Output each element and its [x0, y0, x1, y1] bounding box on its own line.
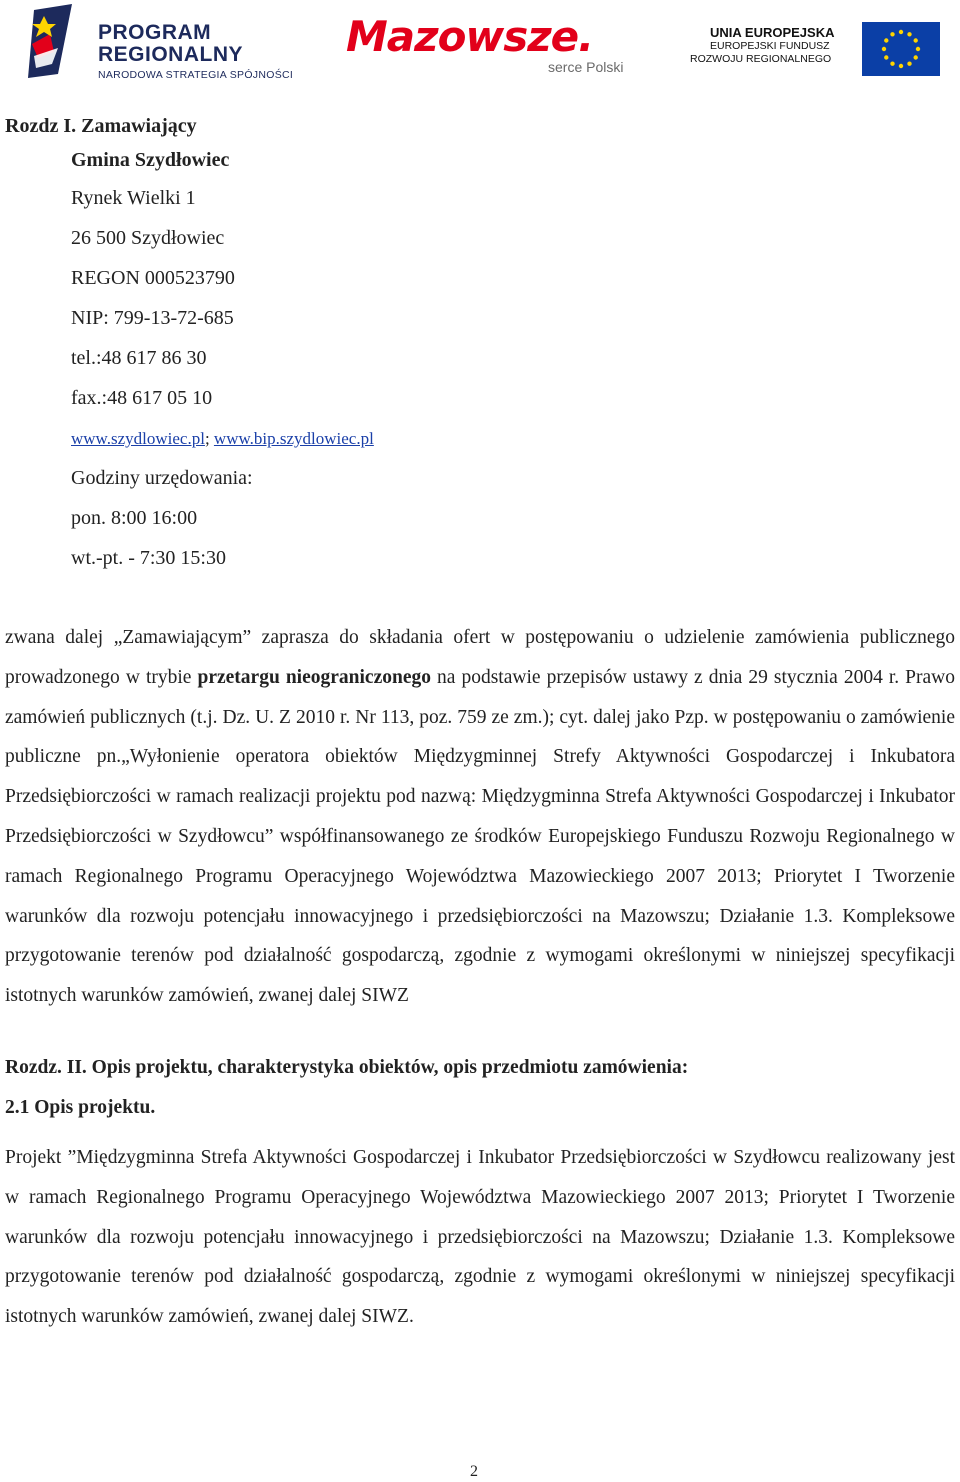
bip-website-link[interactable]: www.bip.szydlowiec.pl: [213, 429, 374, 448]
mazowsze-tagline: serce Polski: [548, 59, 624, 75]
program-regionalny-emblem-icon: [28, 4, 90, 84]
intro-paragraph: [5, 618, 955, 1016]
eu-star-icon: [890, 32, 894, 36]
program-regionalny-line2: REGIONALNY: [98, 43, 244, 66]
mazowsze-logo: [346, 12, 646, 82]
contractor-fax: fax.:48 617 05 10: [71, 387, 213, 409]
intro-text-start: zwana dalej „Zamawiającym” zaprasza do składania ofert w postępowaniu o udzielenie zamówienia publicznego prowadzonego w trybie: [5, 627, 955, 688]
contractor-city: 26 500 Szydłowiec: [71, 227, 225, 249]
contractor-websites: [71, 418, 955, 458]
section1-heading: Rozdz I. Zamawiający: [5, 115, 197, 137]
program-regionalny-line3: NARODOWA STRATEGIA SPÓJNOŚCI: [98, 69, 294, 81]
contractor-regon: REGON 000523790: [71, 267, 235, 289]
mazowsze-wordmark: Mazowsze.: [346, 12, 594, 61]
contractor-name: Gmina Szydłowiec: [71, 149, 230, 171]
contractor-street: Rynek Wielki 1: [71, 187, 196, 209]
header-logos: [0, 0, 960, 90]
program-regionalny-logo: [28, 4, 318, 84]
office-hours-monday: pon. 8:00 16:00: [71, 507, 198, 529]
eu-logo: [690, 22, 942, 76]
section2-subheading: 2.1 Opis projektu.: [5, 1096, 156, 1118]
eu-star-icon: [884, 55, 888, 59]
intro-text-end: na podstawie przepisów ustawy z dnia 29 stycznia 2004 r. Prawo zamówień publicznych (t.j. Dz. U. Z 2010 r. Nr 113, poz. 759 ze zm.); cyt. dalej jako Pzp. w postępowaniu o zamówienie publiczne pn.„Wyłonienie operatora obiektów Międzygminnej Strefy Aktywności Gospodarczej i Inkubatora Przedsiębiorczości w ramach realizacji projektu pod nazwą: Międzygminna Strefa Aktywności Gospodarczej i Inkubator Przedsiębiorczości w Szydłowcu” współfinansowanego ze środków Europejskiego Funduszu Rozwoju Regionalnego w ramach Regionalnego Programu Operacyjnego Województwa Mazowieckiego 2007 2013; Priorytet I Tworzenie warunków dla rozwoju potencjału innowacyjnego i przedsiębiorczości na Mazowszu; Działanie 1.3. Kompleksowe przygotowanie terenów pod działalność gospodarczą, zgodnie z wymogami określonymi w niniejszej specyfikacji istotnych warunków zamówień, zwanej dalej SIWZ: [5, 666, 956, 1007]
eu-star-icon: [882, 47, 886, 51]
section2-heading: Rozdz. II. Opis projektu, charakterystyka obiektów, opis przedmiotu zamówienia:: [5, 1056, 689, 1078]
contractor-nip: NIP: 799-13-72-685: [71, 307, 234, 329]
website-link[interactable]: www.szydlowiec.pl: [71, 429, 205, 448]
eu-star-icon: [914, 38, 918, 42]
eu-flag-icon: [862, 22, 940, 76]
document-body: [5, 108, 955, 1337]
contractor-tel: tel.:48 617 86 30: [71, 347, 207, 369]
eu-star-icon: [907, 62, 911, 66]
office-hours-label: Godziny urzędowania:: [71, 467, 253, 489]
website-separator: ;: [204, 429, 214, 448]
office-hours-tue-fri: wt.-pt. - 7:30 15:30: [71, 547, 226, 569]
eu-star-icon: [899, 30, 903, 34]
eu-star-icon: [890, 62, 894, 66]
eu-logo-line2: EUROPEJSKI FUNDUSZ: [710, 40, 830, 52]
eu-logo-line1: UNIA EUROPEJSKA: [710, 25, 835, 40]
eu-star-icon: [907, 32, 911, 36]
page-number: 2: [470, 1463, 478, 1480]
eu-logo-line3: ROZWOJU REGIONALNEGO: [690, 53, 832, 65]
contractor-address-block: [71, 142, 955, 578]
procedure-type: przetargu nieograniczonego: [197, 666, 431, 688]
eu-star-icon: [899, 64, 903, 68]
project-description-paragraph: Projekt ”Międzygminna Strefa Aktywności Gospodarczej i Inkubator Przedsiębiorczości w Szydłowcu realizowany jest w ramach Regionalnego Programu Operacyjnego Województwa Mazowieckiego 2007 2013; Priorytet I Tworzenie warunków dla rozwoju potencjału innowacyjnego i przedsiębiorczości na Mazowszu; Działanie 1.3. Kompleksowe przygotowanie terenów pod działalność gospodarczą, zgodnie z wymogami określonymi w niniejszej specyfikacji istotnych warunków zamówień, zwanej dalej SIWZ.: [5, 1146, 955, 1328]
eu-star-icon: [916, 47, 920, 51]
eu-star-icon: [914, 55, 918, 59]
program-regionalny-line1: PROGRAM: [98, 21, 212, 44]
eu-star-icon: [884, 38, 888, 42]
